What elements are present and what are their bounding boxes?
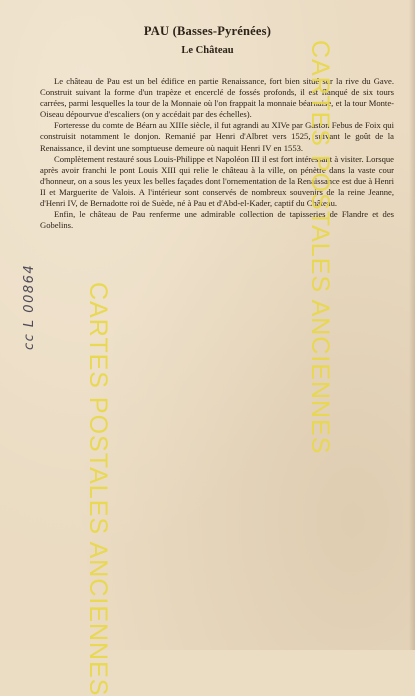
catalog-stamp: cc L 00864 [22, 263, 37, 350]
watermark-right: CARTES POSTALES ANCIENNES [306, 40, 334, 455]
page-subtitle: Le Château [181, 45, 234, 56]
paragraph-3: Complètement restauré sous Louis-Philippe et Napoléon III il est fort intéressant à visiter. Lorsque après avoir franchi le pont Louis XIII qui relie le château à la ville, on pénètre dans la vaste cour d'honneur, on a sous les yeux les belles façades dont l'ornementation de la Renaissance est due à Henri II et Marguerite de Valois. A l'intérieur sont conservés de nombreux souvenirs de la reine Jeanne, d'Henri IV, de Bernadotte roi de Suède, né à Pau et d'Abd-el-Kader, captif du Château. [40, 153, 394, 209]
title-place: PAU [143, 24, 170, 38]
edge-stain [409, 0, 415, 650]
paragraph-1: Le château de Pau est un bel édifice en partie Renaissance, fort bien situé sur la rive du Gave. Construit suivant la forme d'un trapèze et encerclé de fossés profonds, il est flanqué de six tours carrées, parmi lesquelles la tour de la Monnaie où l'on frappait la monnaie béarnaise, et la tour Monte-Oiseau dépourvue d'escaliers (on y accédait par des échelles). [40, 76, 394, 120]
watermark-left: CARTES POSTALES ANCIENNES [84, 282, 112, 696]
paragraph-4: Enfin, le château de Pau renferme une admirable collection de tapisseries de Flandre et des Gobelins. [40, 209, 394, 231]
title-region: (Basses-Pyrénées) [172, 24, 272, 38]
paragraph-2: Forteresse du comte de Béarn au XIIIe siècle, il fut agrandi au XIVe par Gaston Febus de Foix qui construisit notamment le donjon. Remanié par Henri d'Albret vers 1525, suivant le goût de la Renaissance, il devint une somptueuse demeure où naquit Henri IV en 1553. [40, 120, 394, 153]
page-title [0, 24, 415, 39]
article-body [40, 76, 394, 231]
